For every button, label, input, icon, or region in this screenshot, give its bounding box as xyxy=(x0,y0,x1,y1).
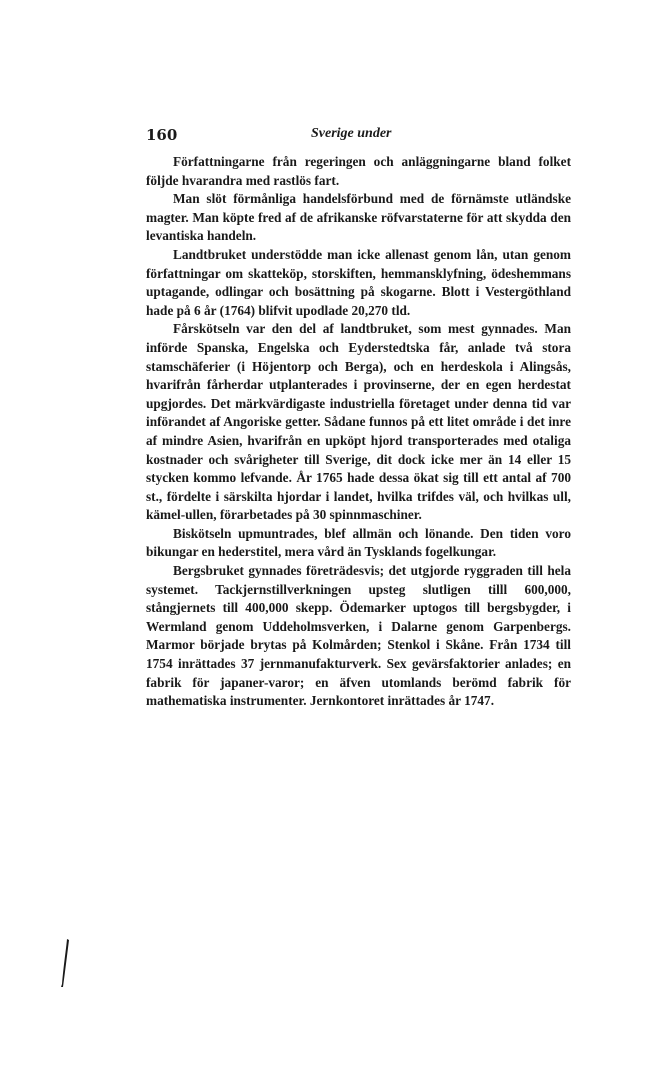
page-header xyxy=(146,126,571,148)
paragraph: Författningarne från regeringen och anläggningarne bland folket följde hvarandra med rastlös fart. xyxy=(146,154,571,188)
paragraph: Fårskötseln var den del af landtbruket, som mest gynnades. Man införde Spanska, Engelska och Eyderstedtska får, anlade två stora stamschäferier (i Höjentorp och Berga), och en herdeskola i Alingsås, hvarifrån fårherdar utplanterades i provinserne, der en egen herdestat upgjordes. Det märkvärdigaste industriella företaget under denna tid var införandet af Angoriske getter. Sådane funnos på ett litet område i det inre af mindre Asien, hvarifrån en upköpt hjord transporterades med otaliga kostnader och svårigheter till Sverige, dit dock icke mer än 14 eller 15 stycken kommo lefvande. År 1765 hade dessa ökat sig till ett antal af 700 st., fördelte i särskilta hjordar i landet, hvilka trifdes väl, och hvilkas ull, kämel-ullen, förarbetades på 30 spinnmaschiner. xyxy=(146,321,571,523)
paragraph: Man slöt förmånliga handelsförbund med de förnämste utländske magter. Man köpte fred af de afrikanske röfvarstaterne för att skydda den levantiska handeln. xyxy=(146,191,571,244)
paragraph: Bergsbruket gynnades företrädesvis; det utgjorde ryggraden till hela systemet. Tackjernstillverkningen upsteg slutligen tilll 600,000, stångjernets till 400,000 skepp. Ödemarker uptogos till bergsbygder, i Wermland genom Uddeholmsverken, i Dalarne genom Garpenbergs. Marmor började brytas på Kolmården; Stenkol i Skåne. Från 1734 till 1754 inrättades 37 jernmanufakturverk. Sex gevärsfaktorier anlades; en fabrik för japaner-varor; en äfven utomlands berömd fabrik för mathematiska instrumenter. Jernkontoret inrättades år 1747. xyxy=(146,563,571,709)
running-title: Sverige under xyxy=(311,126,392,141)
body-text xyxy=(146,153,571,711)
paragraph: Biskötseln upmuntrades, blef allmän och lönande. Den tiden voro bikungar en hederstitel, mera vård än Tysklands fogelkungar. xyxy=(146,525,571,560)
margin-ink-mark xyxy=(60,938,70,988)
paragraph: Landtbruket understödde man icke allenast genom lån, utan genom författningar om skatteköp, storskiften, hemmansklyfning, ödeshemmans uptagande, odlingar och bosättning på skogarne. Blott i Vestergöthland hade på 6 år (1764) blifvit upodlade 20,270 tld. xyxy=(146,246,571,318)
page-number: 160 xyxy=(146,126,178,144)
